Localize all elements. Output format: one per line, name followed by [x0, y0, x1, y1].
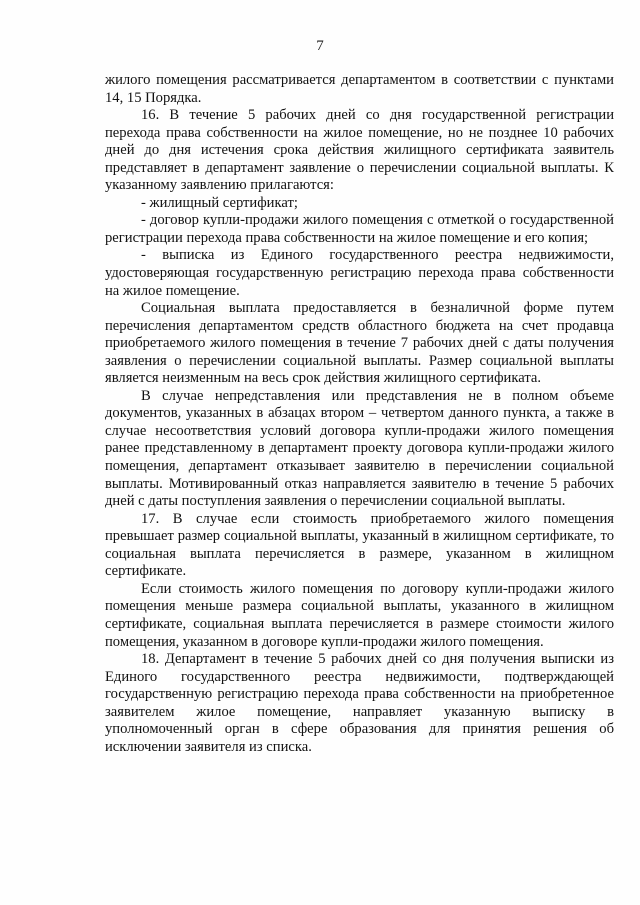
- paragraph-item-16: 16. В течение 5 рабочих дней со дня государственной регистрации перехода права собственности на жилое помещение, но не позднее 10 рабочих дней до дня истечения срока действия жилищного сертификата заявитель представляет в департамент заявление о перечислении социальной выплаты. К указанному заявлению прилагаются:: [105, 107, 614, 194]
- page-number: 7: [316, 38, 324, 54]
- document-body: [105, 72, 614, 756]
- list-item-certificate: - жилищный сертификат;: [141, 194, 298, 211]
- paragraph-payment-form: Социальная выплата предоставляется в безналичной форме путем перечисления департаментом средств областного бюджета на счет продавца приобретаемого жилого помещения в течение 7 рабочих дней с даты получения заявления о перечислении социальной выплаты. Размер социальной выплаты является неизменным на весь срок действия жилищного сертификата.: [105, 300, 614, 387]
- paragraph-lower-cost: Если стоимость жилого помещения по договору купли-продажи жилого помещения меньше размера социальной выплаты, указанного в жилищном сертификате, социальная выплата перечисляется в размере стоимости жилого помещения, указанном в договоре купли-продажи жилого помещения.: [105, 580, 614, 650]
- paragraph-item-18: 18. Департамент в течение 5 рабочих дней со дня получения выписки из Единого государственного реестра недвижимости, подтверждающей государственную регистрацию перехода права собственности на приобретенное заявителем жилое помещение, направляет указанную выписку в уполномоченный орган в сфере образования для принятия решения об исключении заявителя из списка.: [105, 651, 614, 755]
- paragraph-continuation: жилого помещения рассматривается департаментом в соответствии с пунктами 14, 15 Порядка.: [105, 72, 614, 106]
- paragraph-refusal: В случае непредставления или представления не в полном объеме документов, указанных в абзацах втором – четвертом данного пункта, а также в случае несоответствия условий договора купли-продажи жилого помещения ранее представленному в департамент проекту договора купли-продажи жилого помещения, департамент отказывает заявителю в перечислении социальной выплаты. Мотивированный отказ направляется заявителю в течение 5 рабочих дней с даты поступления заявления о перечислении социальной выплаты.: [105, 387, 614, 510]
- paragraph-item-17: 17. В случае если стоимость приобретаемого жилого помещения превышает размер социальной выплаты, указанный в жилищном сертификате, то социальная выплата перечисляется в размере, указанном в жилищном сертификате.: [105, 510, 614, 580]
- list-item-registry-extract: - выписка из Единого государственного реестра недвижимости, удостоверяющая государственную регистрацию перехода права собственности на жилое помещение.: [105, 247, 614, 299]
- list-item-contract: - договор купли-продажи жилого помещения с отметкой о государственной регистрации перехода права собственности на жилое помещение и его копия;: [105, 212, 614, 246]
